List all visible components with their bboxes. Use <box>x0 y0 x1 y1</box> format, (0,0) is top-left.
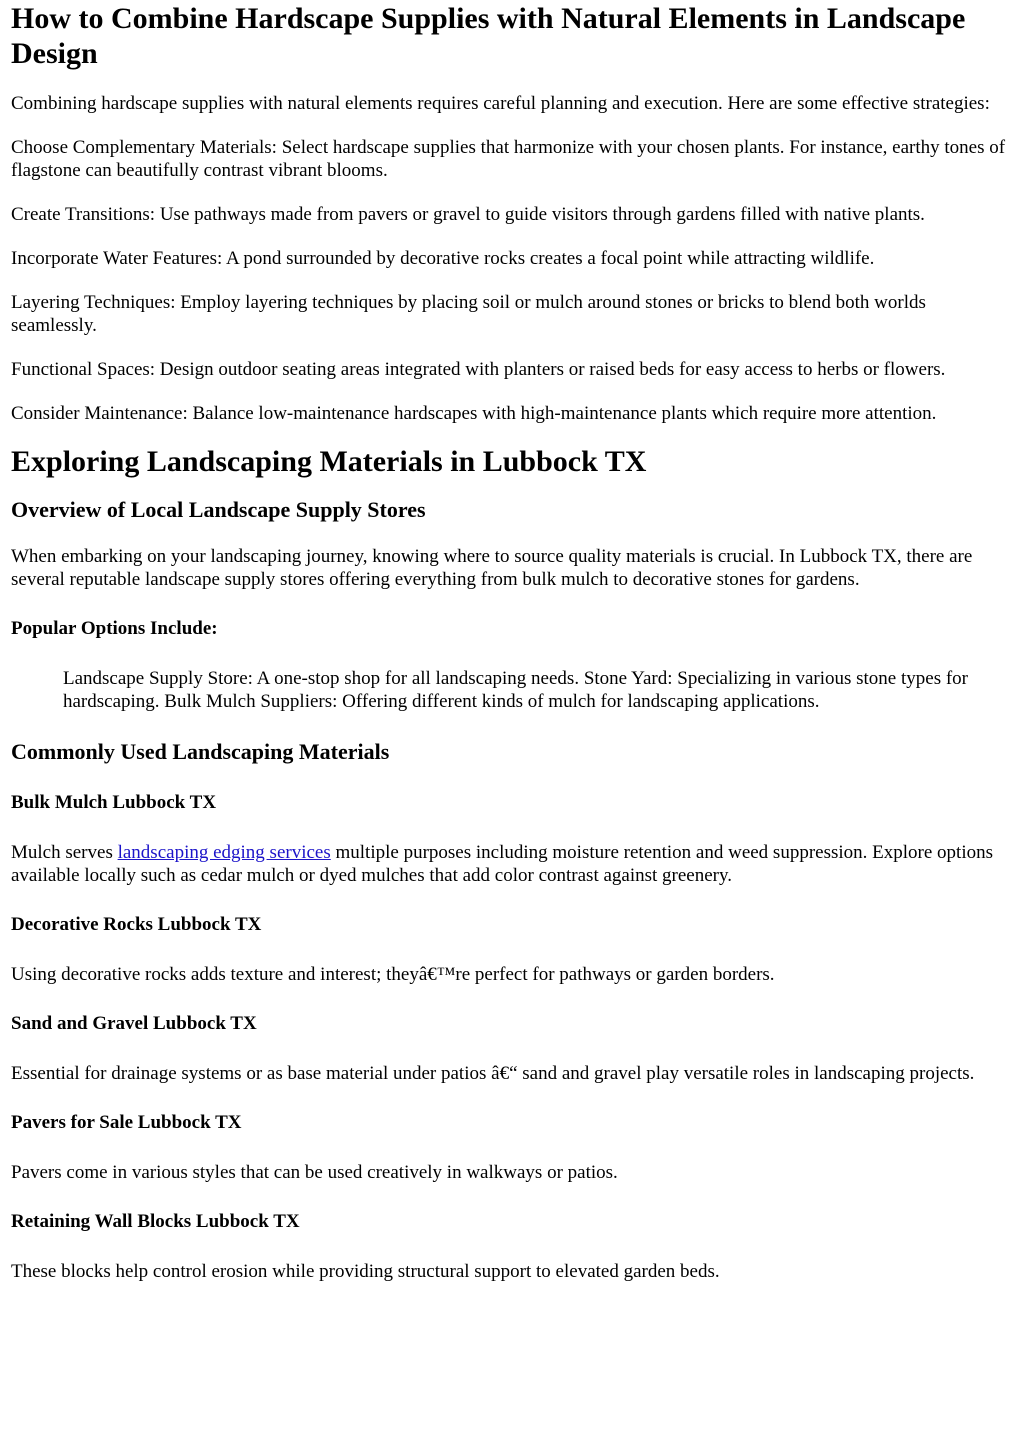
section-title: Exploring Landscaping Materials in Lubbock TX <box>11 445 647 478</box>
mulch-text-after: multiple purposes including moisture retention and weed suppression. Explore options available locally such as cedar mulch or dyed mulches that add color contrast against greenery. <box>11 842 994 886</box>
rocks-heading: Decorative Rocks Lubbock TX <box>11 914 262 935</box>
strategy-item-materials: Choose Complementary Materials: Select hardscape supplies that harmonize with your chosen plants. For instance, earthy tones of flagstone can beautifully contrast vibrant blooms. <box>11 137 1006 181</box>
mulch-paragraph <box>11 841 1014 887</box>
strategy-item-maintenance: Consider Maintenance: Balance low-maintenance hardscapes with high-maintenance plants which require more attention. <box>11 403 937 424</box>
strategy-item-functional: Functional Spaces: Design outdoor seating areas integrated with planters or raised beds for easy access to herbs or flowers. <box>11 359 946 380</box>
sand-gravel-paragraph: Essential for drainage systems or as base material under patios â€“ sand and gravel play versatile roles in landscaping projects. <box>11 1063 975 1084</box>
overview-heading: Overview of Local Landscape Supply Stores <box>11 497 426 522</box>
mulch-heading: Bulk Mulch Lubbock TX <box>11 792 217 813</box>
landscaping-edging-services-link[interactable]: landscaping edging services <box>117 842 331 863</box>
retaining-wall-heading: Retaining Wall Blocks Lubbock TX <box>11 1211 300 1232</box>
strategy-item-transitions: Create Transitions: Use pathways made from pavers or gravel to guide visitors through gardens filled with native plants. <box>11 204 925 225</box>
intro-paragraph: Combining hardscape supplies with natural elements requires careful planning and execution. Here are some effective strategies: <box>11 93 990 114</box>
rocks-paragraph: Using decorative rocks adds texture and interest; theyâ€™re perfect for pathways or garden borders. <box>11 964 775 985</box>
pavers-heading: Pavers for Sale Lubbock TX <box>11 1112 242 1133</box>
strategy-item-layering: Layering Techniques: Employ layering techniques by placing soil or mulch around stones or bricks to blend both worlds seamlessly. <box>11 292 926 336</box>
mulch-text-before: Mulch serves <box>11 842 118 863</box>
retaining-wall-paragraph: These blocks help control erosion while providing structural support to elevated garden beds. <box>11 1261 720 1282</box>
popular-options-blockquote: Landscape Supply Store: A one-stop shop for all landscaping needs. Stone Yard: Specializing in various stone types for hardscaping. Bulk Mulch Suppliers: Offering different kinds of mulch for landscaping applications. <box>63 668 968 712</box>
page-title: How to Combine Hardscape Supplies with Natural Elements in Landscape Design <box>11 2 966 70</box>
sand-gravel-heading: Sand and Gravel Lubbock TX <box>11 1013 257 1034</box>
pavers-paragraph: Pavers come in various styles that can be used creatively in walkways or patios. <box>11 1162 618 1183</box>
strategy-item-water: Incorporate Water Features: A pond surrounded by decorative rocks creates a focal point while attracting wildlife. <box>11 248 875 269</box>
overview-paragraph: When embarking on your landscaping journey, knowing where to source quality materials is crucial. In Lubbock TX, there are several reputable landscape supply stores offering everything from bulk mulch to decorative stones for gardens. <box>11 546 973 590</box>
popular-options-heading: Popular Options Include: <box>11 618 218 639</box>
materials-heading: Commonly Used Landscaping Materials <box>11 739 390 764</box>
